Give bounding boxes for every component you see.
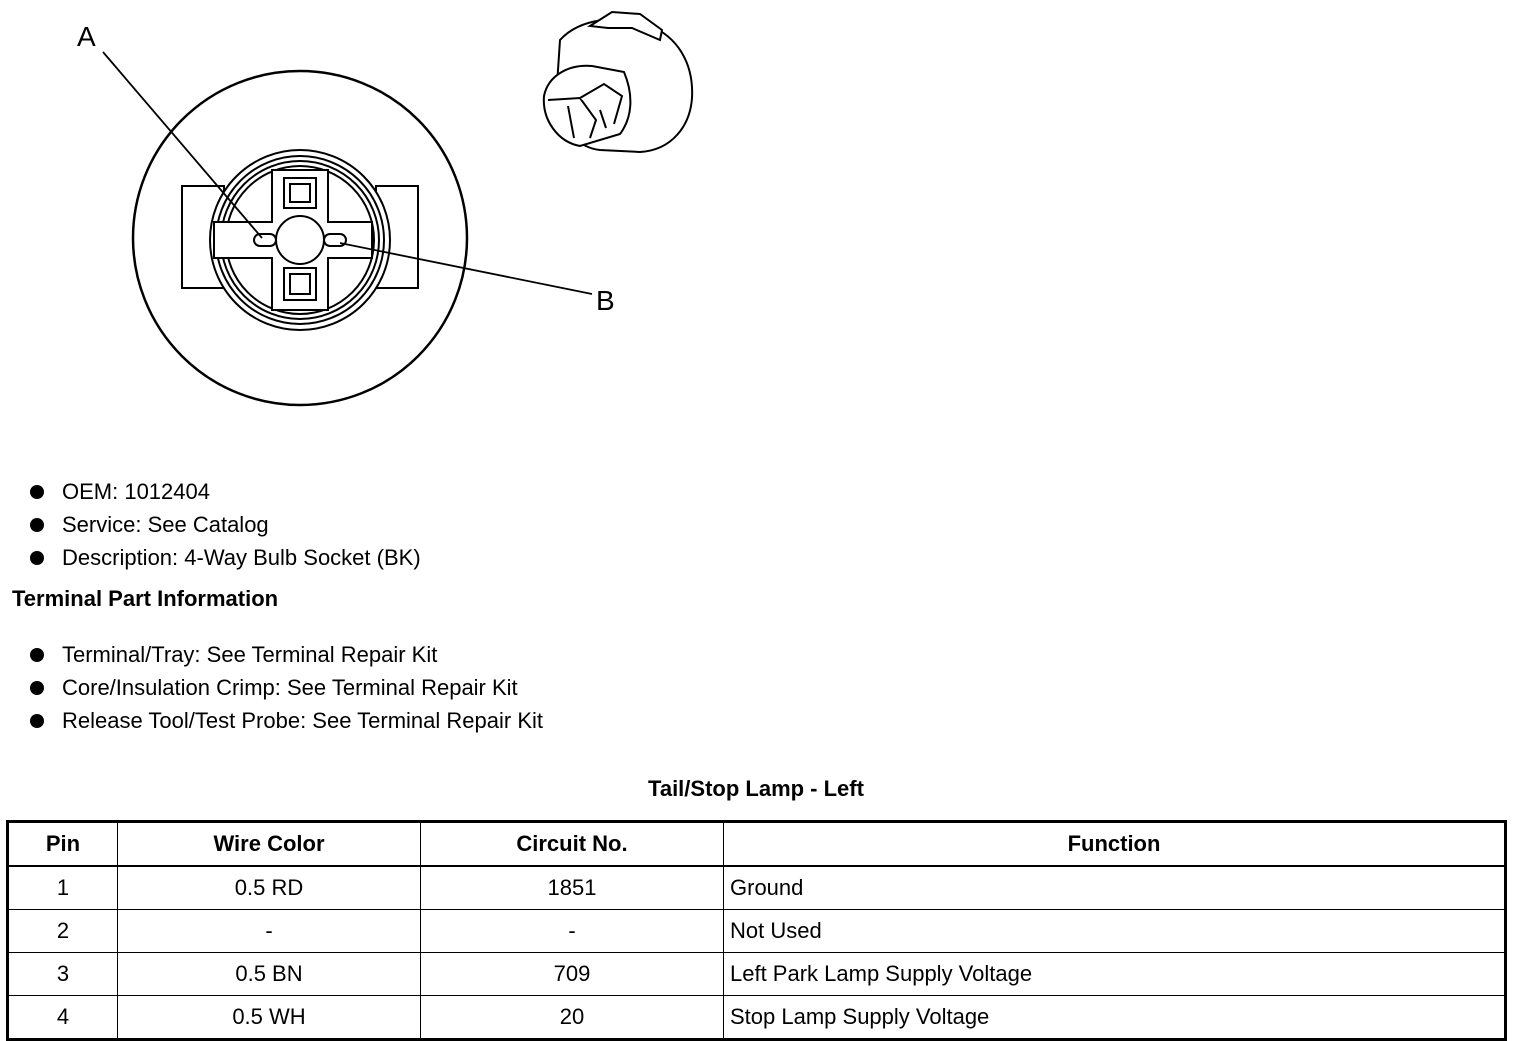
cell-wire-color: 0.5 WH (118, 996, 421, 1040)
description-text: Description: 4-Way Bulb Socket (BK) (62, 545, 421, 570)
cell-circuit-no: 709 (421, 953, 724, 996)
cell-wire-color: - (118, 910, 421, 953)
table-row (8, 910, 1506, 953)
bullet-icon (30, 485, 44, 499)
table-header-row (8, 822, 1506, 867)
center-contact (276, 216, 324, 264)
list-item (28, 671, 543, 704)
cell-function: Ground (724, 866, 1506, 910)
oem-text: OEM: 1012404 (62, 479, 210, 504)
header-wire-color: Wire Color (118, 822, 421, 867)
cell-circuit-no: 20 (421, 996, 724, 1040)
cell-function: Left Park Lamp Supply Voltage (724, 953, 1506, 996)
connector-illustration (0, 0, 760, 430)
cell-function: Not Used (724, 910, 1506, 953)
header-circuit-no: Circuit No. (421, 822, 724, 867)
cell-pin: 3 (8, 953, 118, 996)
bullet-icon (30, 714, 44, 728)
cell-wire-color: 0.5 BN (118, 953, 421, 996)
terminal-info-list (28, 638, 543, 737)
bullet-icon (30, 518, 44, 532)
list-item (28, 508, 421, 541)
list-item (28, 541, 421, 574)
header-function: Function (724, 822, 1506, 867)
bulb-socket-perspective (544, 12, 692, 152)
cell-pin: 1 (8, 866, 118, 910)
table-row (8, 953, 1506, 996)
cell-circuit-no: - (421, 910, 724, 953)
terminal-slot-left (254, 234, 276, 246)
cell-circuit-no: 1851 (421, 866, 724, 910)
service-text: Service: See Catalog (62, 512, 269, 537)
cell-function: Stop Lamp Supply Voltage (724, 996, 1506, 1040)
table-row (8, 996, 1506, 1040)
header-pin: Pin (8, 822, 118, 867)
list-item (28, 704, 543, 737)
release-tool-text: Release Tool/Test Probe: See Terminal Repair Kit (62, 708, 543, 733)
pinout-table (6, 820, 1507, 1041)
terminal-part-heading: Terminal Part Information (12, 586, 279, 611)
table-row (8, 866, 1506, 910)
bullet-icon (30, 551, 44, 565)
cell-pin: 2 (8, 910, 118, 953)
bullet-icon (30, 681, 44, 695)
table-title: Tail/Stop Lamp - Left (648, 776, 864, 801)
cell-pin: 4 (8, 996, 118, 1040)
cell-wire-color: 0.5 RD (118, 866, 421, 910)
connector-info-list (28, 475, 421, 574)
list-item (28, 475, 421, 508)
callout-b-label: B (596, 285, 615, 316)
list-item (28, 638, 543, 671)
bullet-icon (30, 648, 44, 662)
callout-a-label: A (77, 21, 96, 52)
crimp-text: Core/Insulation Crimp: See Terminal Repair Kit (62, 675, 518, 700)
terminal-tray-text: Terminal/Tray: See Terminal Repair Kit (62, 642, 438, 667)
